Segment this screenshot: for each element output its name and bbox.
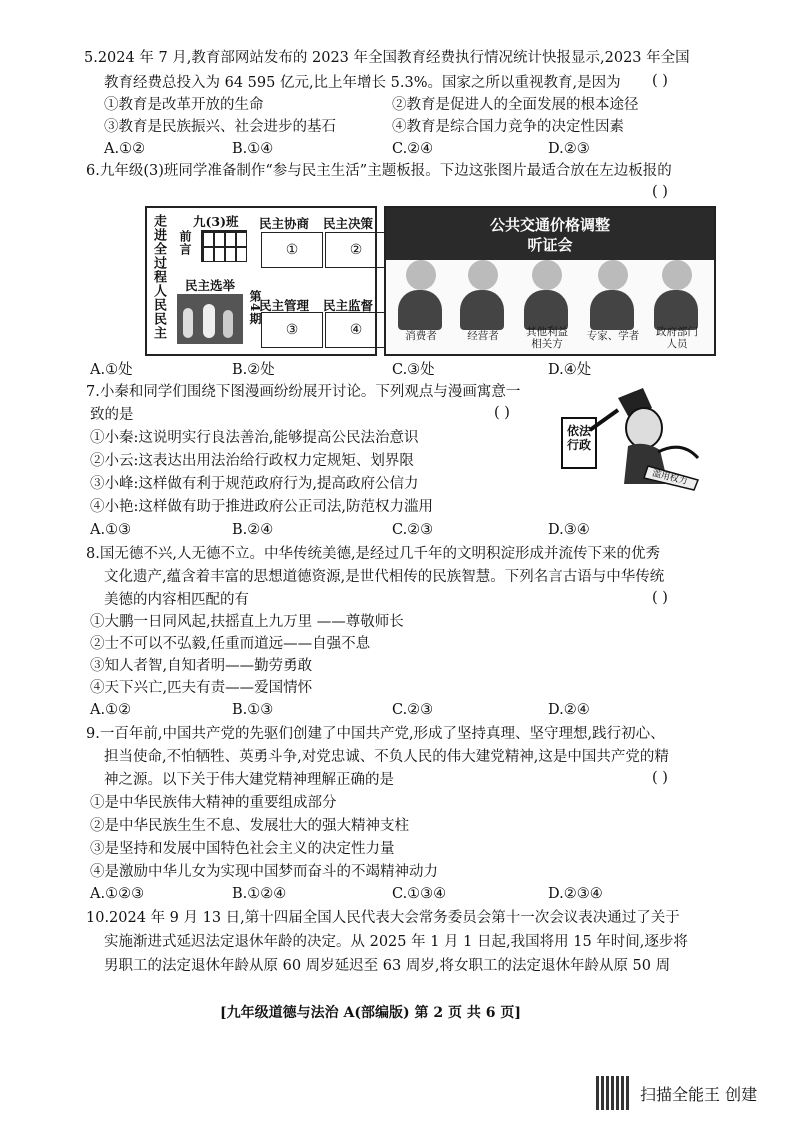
- board-class-name: 九(3)班: [193, 214, 239, 229]
- q6-option-b: B.②处: [232, 362, 275, 378]
- board-cell-title-1: 民主协商: [259, 216, 310, 231]
- q7-option-c: C.②③: [392, 522, 434, 538]
- q9-statement-2: ②是中华民族生生不息、发展壮大的强大精神支柱: [90, 818, 409, 834]
- q8-statement-3: ③知人者智,自知者明——勤劳勇敢: [90, 658, 313, 674]
- hearing-figure: [384, 206, 716, 356]
- board-issue-label: 第4期: [248, 290, 262, 326]
- q7-option-b: B.②④: [232, 522, 274, 538]
- q6-line1: 6.九年级(3)班同学准备制作“参与民主生活”主题板报。下边这张图片最适合放在左边板报的: [86, 163, 672, 179]
- q7-option-d: D.③④: [548, 522, 590, 538]
- q9-option-d: D.②③④: [548, 886, 603, 902]
- q10-line3: 男职工的法定退休年龄从原 60 周岁延迟至 63 周岁,将女职工的法定退休年龄从原 50 周: [104, 958, 671, 974]
- hearing-label-3: 其他利益 相关方: [526, 326, 568, 350]
- q5-statement-2: ②教育是促进人的全面发展的根本途径: [392, 97, 639, 113]
- q10-line2: 实施渐进式延迟法定退休年龄的决定。从 2025 年 1 月 1 日起,我国将用 15 年时间,逐步将: [104, 934, 688, 950]
- q6-option-a: A.①处: [90, 362, 133, 378]
- q7-line1: 7.小秦和同学们围绕下图漫画纷纷展开讨论。下列观点与漫画寓意一: [86, 384, 521, 400]
- q7-statement-4: ④小艳:这样做有助于推进政府公正司法,防范权力滥用: [90, 499, 433, 515]
- q5-statement-4: ④教育是综合国力竞争的决定性因素: [392, 119, 624, 135]
- q9-option-a: A.①②③: [90, 886, 145, 902]
- q5-option-d: D.②③: [548, 141, 590, 157]
- q9-statement-1: ①是中华民族伟大精神的重要组成部分: [90, 795, 337, 811]
- q7-statement-3: ③小峰:这样做有利于规范政府行为,提高政府公信力: [90, 476, 419, 492]
- q9-option-c: C.①③④: [392, 886, 447, 902]
- cartoon-sign-text: 依法行政: [566, 424, 591, 452]
- q9-statement-3: ③是坚持和发展中国特色社会主义的决定性力量: [90, 841, 395, 857]
- q8-statement-1: ①大鹏一日同风起,扶摇直上九万里 ——尊敬师长: [90, 614, 404, 630]
- board-cell-title-3: 民主管理: [259, 298, 310, 313]
- qr-code-icon: [596, 1076, 630, 1110]
- hearing-label-2: 经营者: [467, 330, 499, 342]
- q10-line1: 10.2024 年 9 月 13 日,第十四届全国人民代表大会常务委员会第十一次会议表决通过了关于: [86, 910, 680, 926]
- person-figure-2: [458, 260, 506, 338]
- q8-statement-4: ④天下兴亡,匹夫有责——爱国情怀: [90, 680, 313, 696]
- q7-option-a: A.①③: [90, 522, 132, 538]
- q9-line3: 神之源。以下关于伟大建党精神理解正确的是: [104, 772, 394, 788]
- hearing-label-4: 专家、学者: [586, 330, 640, 342]
- person-figure-4: [588, 260, 636, 338]
- board-side-title: 走进全过程人民民主: [151, 214, 166, 340]
- board-seat-grid: [201, 230, 247, 262]
- q8-option-c: C.②③: [392, 702, 434, 718]
- q9-option-b: B.①②④: [232, 886, 287, 902]
- q7-statement-1: ①小秦:这说明实行良法善治,能够提高公民法治意识: [90, 430, 419, 446]
- q6-option-d: D.④处: [548, 362, 592, 378]
- q5-option-c: C.②④: [392, 141, 434, 157]
- board-corner-label: 前言: [178, 230, 192, 256]
- board-cell-3: ③: [261, 312, 323, 348]
- q8-option-b: B.①③: [232, 702, 274, 718]
- q9-line1: 9.一百年前,中国共产党的先驱们创建了中国共产党,形成了坚持真理、坚守理想,践行初心、: [86, 726, 665, 742]
- q9-answer-paren: ( ): [652, 770, 668, 786]
- q5-statement-1: ①教育是改革开放的生命: [104, 97, 264, 113]
- board-cell-title-2: 民主决策: [323, 216, 374, 231]
- board-cell-2: ②: [325, 232, 387, 268]
- q8-option-a: A.①②: [90, 702, 132, 718]
- q8-line2: 文化遗产,蕴含着丰富的思想道德资源,是世代相传的民族智慧。下列名言古语与中华传统: [104, 569, 665, 585]
- hearing-title-2: 听证会: [527, 236, 573, 254]
- scanner-watermark: 扫描全能王 创建: [640, 1085, 758, 1104]
- person-figure-1: [396, 260, 444, 338]
- q8-statement-2: ②士不可以不弘毅,任重而道远——自强不息: [90, 636, 371, 652]
- board-cell-title-4: 民主监督: [323, 298, 374, 313]
- q6-option-c: C.③处: [392, 362, 435, 378]
- q5-statement-3: ③教育是民族振兴、社会进步的基石: [104, 119, 336, 135]
- q9-line2: 担当使命,不怕牺牲、英勇斗争,对党忠诚、不负人民的伟大建党精神,这是中国共产党的精: [104, 749, 669, 765]
- cartoon-paper-text: 滥用权力: [650, 468, 689, 488]
- board-cell-4: ④: [325, 312, 387, 348]
- cartoon-figure: [548, 380, 716, 492]
- q5-line2: 教育经费总投入为 64 595 亿元,比上年增长 5.3%。国家之所以重视教育,是因为: [104, 75, 621, 91]
- bulletin-board-figure: [145, 206, 377, 356]
- q7-statement-2: ②小云:这表达出用法治给行政权力定规矩、划界限: [90, 453, 414, 469]
- hearing-label-5: 政府部门 人员: [656, 326, 698, 350]
- page-footer: [九年级道德与法治 A(部编版) 第 2 页 共 6 页]: [220, 1005, 521, 1021]
- hearing-title-1: 公共交通价格调整: [489, 216, 610, 234]
- q7-answer-paren: ( ): [494, 405, 510, 421]
- q9-statement-4: ④是激励中华儿女为实现中国梦而奋斗的不竭精神动力: [90, 864, 438, 880]
- q5-answer-paren: ( ): [652, 73, 668, 89]
- q5-option-b: B.①④: [232, 141, 274, 157]
- board-election-label: 民主选举: [185, 278, 236, 293]
- q5-option-a: A.①②: [104, 141, 146, 157]
- q7-line2: 致的是: [90, 407, 134, 423]
- election-photo: [177, 294, 243, 344]
- q8-line3: 美德的内容相匹配的有: [104, 592, 249, 608]
- q8-answer-paren: ( ): [652, 590, 668, 606]
- q6-answer-paren: ( ): [652, 184, 668, 200]
- q8-line1: 8.国无德不兴,人无德不立。中华传统美德,是经过几千年的文明积淀形成并流传下来的优秀: [86, 546, 661, 562]
- hearing-label-1: 消费者: [405, 330, 437, 342]
- q5-line1: 5.2024 年 7 月,教育部网站发布的 2023 年全国教育经费执行情况统计快报显示,2023 年全国: [84, 50, 690, 66]
- q8-option-d: D.②④: [548, 702, 590, 718]
- board-cell-1: ①: [261, 232, 323, 268]
